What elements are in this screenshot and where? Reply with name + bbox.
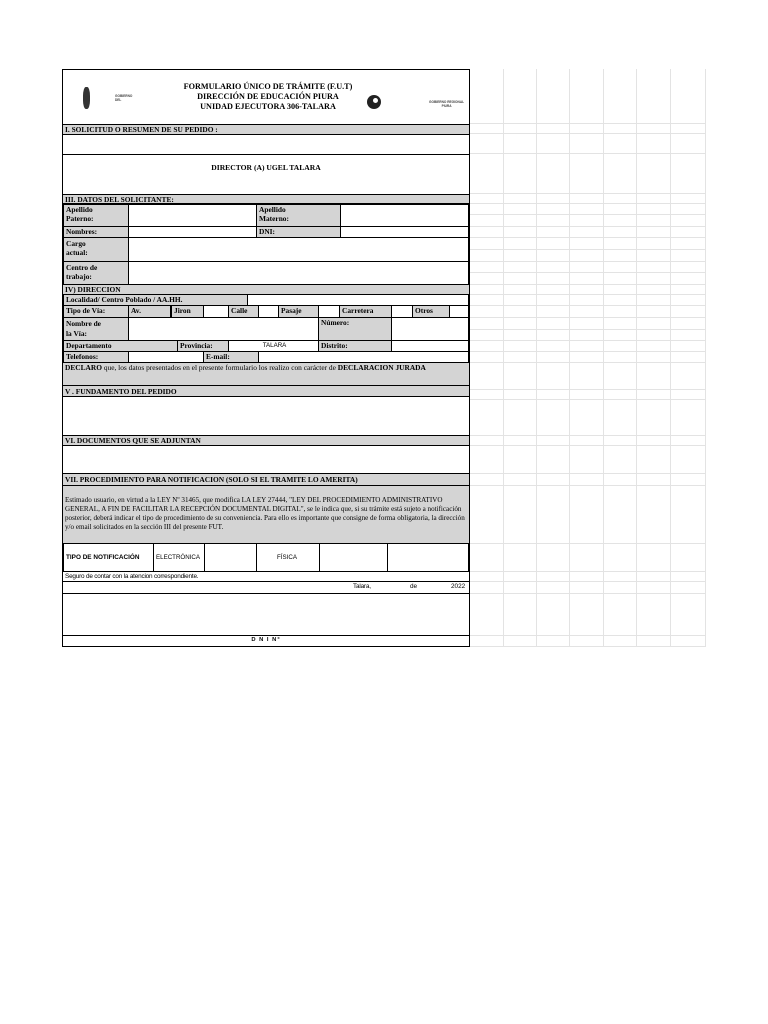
apellido-paterno-label: Apellido Paterno:: [63, 204, 129, 227]
apellido-paterno-field[interactable]: [128, 204, 257, 227]
fisica-check[interactable]: [319, 543, 388, 572]
nombre-via-label: Nombre de la Vía:: [63, 317, 129, 341]
notification-extra-field[interactable]: [387, 543, 469, 572]
closing-text: Seguro de contar con la atencion correspondiente.: [65, 573, 199, 580]
section-5-header: V . FUNDAMENTO DEL PEDIDO: [63, 385, 469, 397]
title-line-3: UNIDAD EJECUTORA 306-TALARA: [200, 102, 336, 111]
fundamento-field[interactable]: [63, 397, 469, 433]
nombre-via-field[interactable]: [128, 317, 319, 341]
centro-trabajo-label: Centro de trabajo:: [63, 261, 129, 285]
section-6-header: VI. DOCUMENTOS QUE SE ADJUNTAN: [63, 435, 469, 446]
closing-place: Talara,: [353, 583, 371, 590]
section-4-header: IV) DIRECCION: [63, 284, 469, 295]
via-option-otros: Otros: [412, 305, 450, 318]
dni-label: DNI:: [256, 226, 341, 238]
title-line-2: DIRECCIÓN DE EDUCACIÓN PIURA: [197, 92, 339, 101]
section-3-header: III. DATOS DEL SOLICITANTE:: [63, 194, 469, 204]
numero-field[interactable]: [391, 317, 469, 341]
section-7-header: VII. PROCEDIMIENTO PARA NOTIFICACION (SOLO SI EL TRAMITE LO AMERITA): [63, 473, 469, 486]
via-option-av: Av.: [128, 305, 171, 318]
provincia-label: Provincia:: [177, 340, 229, 352]
numero-label: Número:: [318, 317, 392, 341]
centro-trabajo-field[interactable]: [128, 261, 469, 285]
apellido-materno-label: Apellido Materno:: [256, 204, 341, 227]
declaration-text: que, los datos presentados en el presente formulario los realizo con carácter de: [101, 363, 338, 372]
via-option-jiron: Jiron: [171, 305, 204, 318]
tipo-via-label: Tipo de Vía:: [63, 305, 129, 318]
via-option-pasaje: Pasaje: [278, 305, 319, 318]
notification-notice: Estimado usuario, en virtud a la LEY Nº 31465, que modifica LA LEY 27444, "LEY DEL PROCEDIMIENTO ADMINISTRATIVO GENERAL, A FIN DE FACILITAR LA RECEPCIÓN DOCUMENTAL DIGITAL", se le indica que, si su trámite está sujeto a notificación posterior, deberá indicar el tipo de procedimiento de su conveniencia. Para ello es importante que consigne de forma obligatoria, la dirección y/o email solicitados en la sección III del presente FUT.: [63, 486, 469, 544]
declaration: [63, 362, 469, 386]
left-emblem-icon: [83, 87, 90, 109]
fut-form: [62, 69, 470, 647]
fisica-label: FÍSICA: [256, 543, 320, 572]
request-summary-field[interactable]: [63, 135, 469, 154]
electronica-check[interactable]: [204, 543, 257, 572]
apellido-materno-field[interactable]: [340, 204, 469, 227]
form-title: [153, 82, 383, 112]
departamento-label: Departamento: [63, 340, 178, 352]
tipo-notificacion-label: TIPO DE NOTIFICACIÓN: [63, 543, 154, 572]
signature-area[interactable]: [63, 594, 469, 635]
title-line-1: FORMULARIO ÚNICO DE TRÁMITE (F.U.T): [183, 82, 353, 91]
dni-signature-label: D N I N°: [251, 637, 281, 643]
left-logo-text: GOBIERNO DEL: [115, 94, 133, 102]
cargo-actual-label: Cargo actual:: [63, 237, 129, 262]
documentos-field[interactable]: [63, 446, 469, 473]
localidad-label: Localidad/ Centro Poblado / AA.HH.: [63, 294, 248, 306]
section-1-header: I. SOLICITUD O RESUMEN DE SU PEDIDO :: [63, 124, 469, 135]
closing-year: 2022: [451, 583, 466, 590]
right-logo-text: GOBIERNO REGIONAL PIURA: [429, 100, 465, 108]
addressee: DIRECTOR (A) UGEL TALARA: [211, 163, 321, 172]
via-option-calle: Calle: [228, 305, 259, 318]
email-label: E-mail:: [203, 351, 259, 363]
cargo-actual-field[interactable]: [128, 237, 469, 262]
nombres-label: Nombres:: [63, 226, 129, 238]
distrito-label: Distrito:: [318, 340, 392, 352]
header: [63, 70, 469, 124]
right-emblem-icon: [367, 95, 381, 109]
electronica-label: ELECTRÓNICA: [153, 543, 205, 572]
declaration-bold: DECLARACION JURADA: [337, 363, 426, 372]
telefonos-label: Telefonos:: [63, 351, 129, 363]
declaration-prefix: DECLARO: [65, 363, 102, 372]
via-option-carretera: Carretera: [339, 305, 392, 318]
closing-de: de: [410, 583, 418, 590]
spreadsheet-gridlines: [470, 69, 706, 647]
provincia-field[interactable]: TALARA: [228, 340, 319, 352]
